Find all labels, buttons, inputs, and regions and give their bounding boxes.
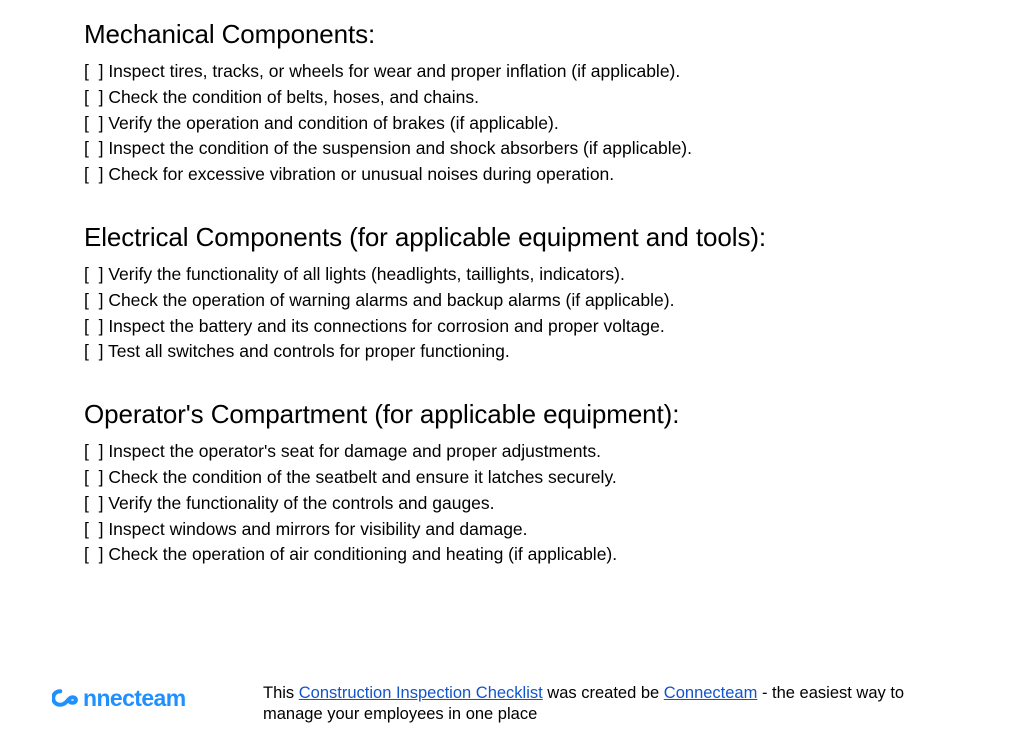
- checkbox-icon[interactable]: [ ]: [84, 138, 109, 159]
- checkbox-icon[interactable]: [ ]: [84, 492, 109, 513]
- checkbox-icon[interactable]: [ ]: [84, 315, 109, 336]
- list-item[interactable]: [84, 339, 969, 365]
- credit-suffix: - the easiest way to manage your employees in one place: [263, 684, 905, 723]
- list-item[interactable]: [84, 288, 969, 314]
- connecteam-logo[interactable]: [52, 685, 186, 711]
- checkbox-icon[interactable]: [ ]: [84, 466, 109, 487]
- list-item-label: Inspect the operator's seat for damage and proper adjustments.: [108, 441, 601, 462]
- connecteam-wordmark: nnecteam: [83, 684, 186, 711]
- link-connecteam[interactable]: Connecteam: [663, 684, 758, 702]
- list-item-label: Inspect windows and mirrors for visibility and damage.: [108, 518, 528, 539]
- list-item-label: Verify the operation and condition of brakes (if applicable).: [108, 112, 559, 133]
- section-mechanical-components: [84, 16, 969, 188]
- checklist-mechanical-components: [84, 59, 969, 188]
- credit-middle: was created be: [542, 684, 664, 702]
- checkbox-icon[interactable]: [ ]: [84, 164, 109, 185]
- checkbox-icon[interactable]: [ ]: [84, 441, 109, 462]
- list-item[interactable]: [84, 517, 969, 543]
- list-item[interactable]: [84, 542, 969, 568]
- list-item-label: Inspect the battery and its connections for corrosion and proper voltage.: [108, 315, 665, 336]
- checkbox-icon[interactable]: [ ]: [84, 544, 109, 565]
- footer-credit-text: [263, 683, 913, 725]
- checkbox-icon[interactable]: [ ]: [84, 263, 109, 284]
- list-item-label: Inspect the condition of the suspension and shock absorbers (if applicable).: [108, 138, 692, 159]
- list-item[interactable]: [84, 439, 969, 465]
- list-item[interactable]: [84, 59, 969, 85]
- list-item[interactable]: [84, 111, 969, 137]
- checklist-operators-compartment: [84, 439, 969, 568]
- section-heading: Electrical Components (for applicable equipment and tools):: [84, 221, 767, 252]
- list-item-label: Verify the functionality of all lights (headlights, taillights, indicators).: [108, 263, 625, 284]
- list-item-label: Check the condition of belts, hoses, and chains.: [108, 86, 479, 107]
- list-item[interactable]: [84, 314, 969, 340]
- checkbox-icon[interactable]: [ ]: [84, 518, 109, 539]
- credit-prefix: This: [263, 684, 299, 702]
- section-heading: Operator's Compartment (for applicable equipment):: [84, 399, 680, 430]
- checklist-content: [84, 16, 969, 568]
- page-footer: [0, 676, 1009, 736]
- list-item-label: Check the condition of the seatbelt and ensure it latches securely.: [108, 466, 617, 487]
- checkbox-icon[interactable]: [ ]: [84, 341, 108, 362]
- list-item-label: Test all switches and controls for proper functioning.: [108, 341, 510, 362]
- list-item[interactable]: [84, 262, 969, 288]
- checkbox-icon[interactable]: [ ]: [84, 289, 109, 310]
- list-item[interactable]: [84, 491, 969, 517]
- list-item[interactable]: [84, 136, 969, 162]
- list-item-label: Check the operation of warning alarms and backup alarms (if applicable).: [108, 289, 675, 310]
- checklist-electrical-components: [84, 262, 969, 365]
- list-item-label: Check for excessive vibration or unusual noises during operation.: [108, 164, 615, 185]
- list-item-label: Check the operation of air conditioning and heating (if applicable).: [108, 544, 618, 565]
- list-item[interactable]: [84, 162, 969, 188]
- list-item[interactable]: [84, 465, 969, 491]
- link-construction-inspection-checklist[interactable]: Construction Inspection Checklist: [298, 684, 543, 702]
- connecteam-infinity-icon: [52, 687, 82, 709]
- checkbox-icon[interactable]: [ ]: [84, 61, 109, 81]
- section-electrical-components: [84, 219, 969, 365]
- list-item-label: Verify the functionality of the controls and gauges.: [108, 492, 495, 513]
- section-heading: Mechanical Components:: [84, 19, 376, 49]
- section-operators-compartment: [84, 396, 969, 568]
- checkbox-icon[interactable]: [ ]: [84, 112, 109, 133]
- list-item[interactable]: [84, 85, 969, 111]
- checkbox-icon[interactable]: [ ]: [84, 86, 109, 107]
- list-item-label: Inspect tires, tracks, or wheels for wear and proper inflation (if applicable).: [108, 61, 681, 81]
